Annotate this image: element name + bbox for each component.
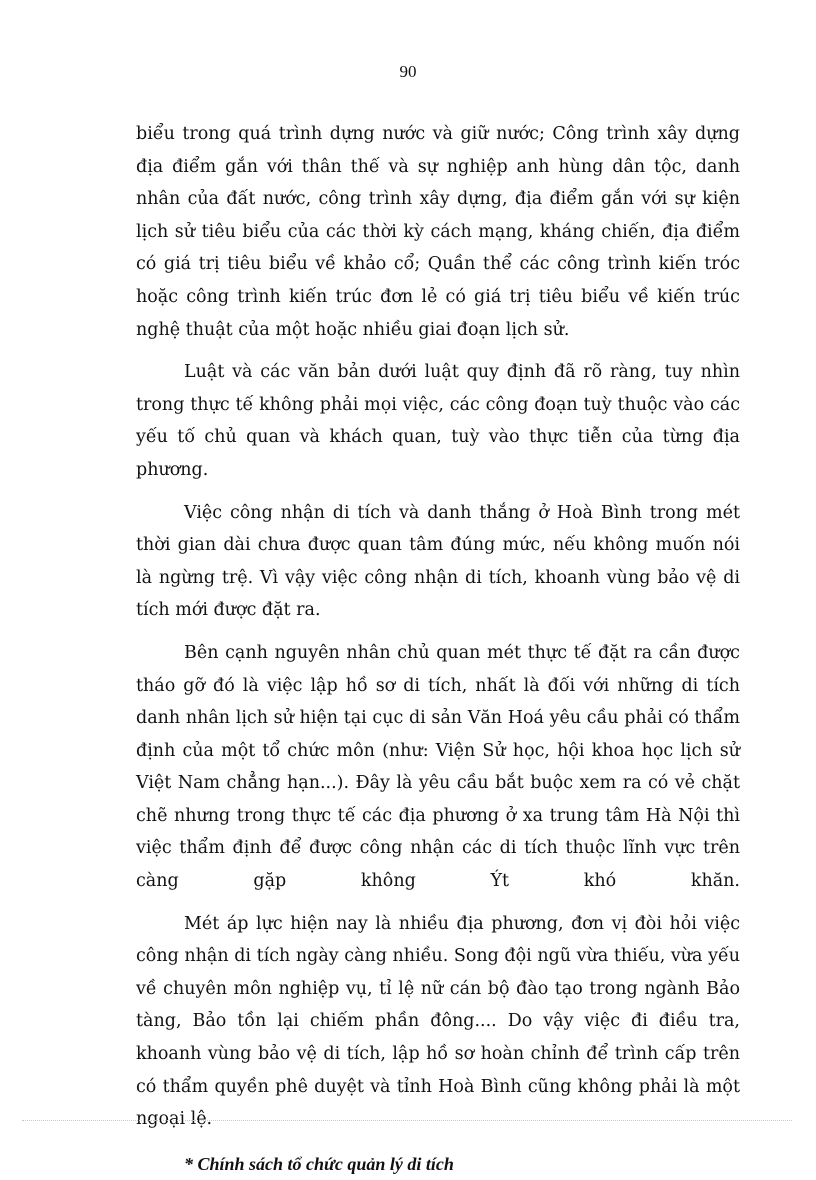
paragraph-5: Mét áp lực hiện nay là nhiều địa phương, đơn vị đòi hỏi việc công nhận di tích ngày càng nhiều. Song đội ngũ vừa thiếu, vừa yếu về chuyên môn nghiệp vụ, tỉ lệ nữ cán bộ đào tạo trong ngành Bảo tàng, Bảo tồn lại chiếm phần đông.... Do vậy việc đi điều tra, khoanh vùng bảo vệ di tích, lập hồ sơ hoàn chỉnh để trình cấp trên có thẩm quyền phê duyệt và tỉnh Hoà Bình cũng không phải là một ngoại lệ. [136,913,740,1130]
section-heading: * Chính sách tổ chức quản lý di tích [184,1153,454,1174]
paragraph-2: Luật và các văn bản dưới luật quy định đã rõ ràng, tuy nhìn trong thực tế không phải mọi việc, các công đoạn tuỳ thuộc vào các yếu tố chủ quan và khách quan, tuỳ vào thực tiễn của từng địa phương. [136,362,740,480]
paragraph-3: Việc công nhận di tích và danh thắng ở Hoà Bình trong mét thời gian dài chưa được quan tâm đúng mức, nếu không muốn nói là ngừng trệ. Vì vậy việc công nhận di tích, khoanh vùng bảo vệ di tích mới được đặt ra. [136,502,740,621]
page-number: 90 [399,62,417,81]
document-body [136,118,740,1180]
paragraph-1: biểu trong quá trình dựng nước và giữ nước; Công trình xây dựng địa điểm gắn với thân thế và sự nghiệp anh hùng dân tộc, danh nhân của đất nước, công trình xây dựng, địa điểm gắn với sự kiện lịch sử tiêu biểu của các thời kỳ cách mạng, kháng chiến, địa điểm có giá trị tiêu biểu về khảo cổ; Quần thể các công trình kiến tróc hoặc công trình kiến trúc đơn lẻ có giá trị tiêu biểu về kiến trúc nghệ thuật của một hoặc nhiều giai đoạn lịch sử. [136,124,740,340]
paragraph-4: Bên cạnh nguyên nhân chủ quan mét thực tế đặt ra cần được tháo gỡ đó là việc lập hồ sơ di tích, nhất là đối với những di tích danh nhân lịch sử hiện tại cục di sản Văn Hoá yêu cầu phải có thẩm định của một tổ chức môn (như: Viện Sử học, hội khoa học lịch sử Việt Nam chẳng hạn...). Đây là yêu cầu bắt buộc xem ra có vẻ chặt chẽ nhưng trong thực tế các địa phương ở xa trung tâm Hà Nội thì việc thẩm định để được công nhận các di tích thuộc lĩnh vực trên càng gặp không Ýt khó khăn. [136,642,740,892]
page-bottom-rule [22,1120,792,1121]
